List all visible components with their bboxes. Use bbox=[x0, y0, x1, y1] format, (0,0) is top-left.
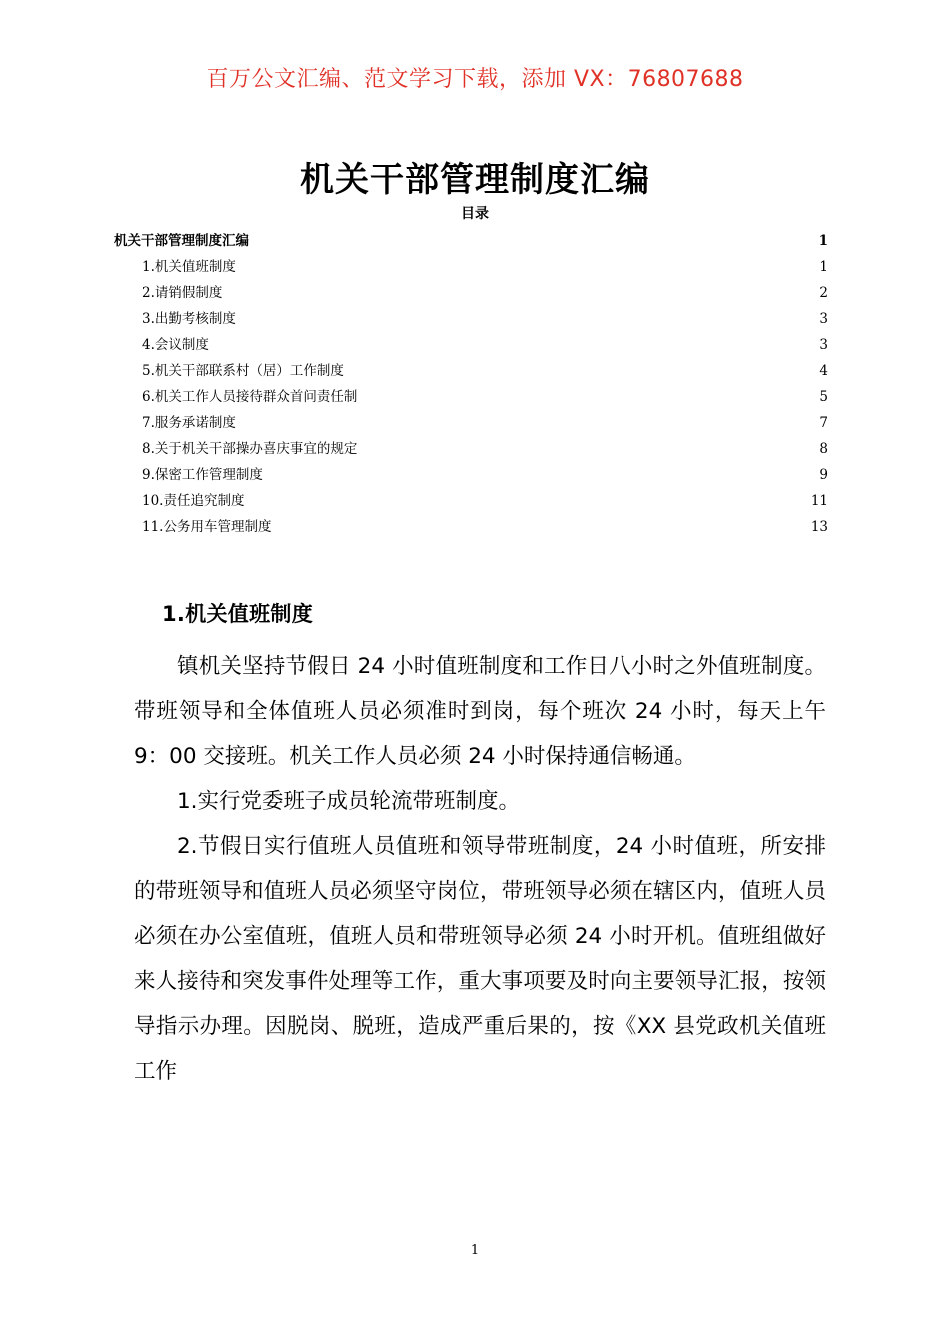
toc-entry-label: 11.公务用车管理制度 bbox=[142, 519, 272, 535]
toc-entry-label: 3.出勤考核制度 bbox=[142, 311, 236, 327]
toc-dot-leader bbox=[358, 388, 813, 402]
toc-entry[interactable] bbox=[142, 280, 828, 306]
toc-entry-page: 2 bbox=[819, 285, 828, 301]
toc-entry-page: 8 bbox=[819, 441, 828, 457]
toc-entry-page: 9 bbox=[819, 467, 828, 483]
page-title: 机关干部管理制度汇编 bbox=[300, 160, 650, 200]
toc-entry-page: 3 bbox=[819, 337, 828, 353]
document-body bbox=[134, 598, 826, 1094]
toc-entry[interactable] bbox=[142, 410, 828, 436]
toc-entry[interactable] bbox=[142, 384, 828, 410]
toc-entry-page: 11 bbox=[810, 493, 828, 509]
toc-entry-label: 10.责任追究制度 bbox=[142, 493, 245, 509]
toc-entry[interactable] bbox=[142, 358, 828, 384]
toc-dot-leader bbox=[250, 232, 813, 246]
toc-entry-label: 5.机关干部联系村（居）工作制度 bbox=[142, 363, 344, 379]
toc-dot-leader bbox=[245, 492, 809, 506]
toc-entry-page: 3 bbox=[819, 311, 828, 327]
toc-dot-leader bbox=[210, 336, 813, 350]
toc-entry[interactable] bbox=[142, 332, 828, 358]
toc-entry-label: 2.请销假制度 bbox=[142, 285, 223, 301]
toc-dot-leader bbox=[345, 362, 813, 376]
toc-dot-leader bbox=[272, 518, 809, 532]
toc-entry-label: 机关干部管理制度汇编 bbox=[114, 233, 249, 249]
toc-entry-page: 1 bbox=[819, 259, 828, 275]
toc-entry-label: 4.会议制度 bbox=[142, 337, 209, 353]
body-paragraph: 镇机关坚持节假日 24 小时值班制度和工作日八小时之外值班制度。带班领导和全体值班人员必须准时到岗，每个班次 24 小时，每天上午 9：00 交接班。机关工作人员必须 24 小时保持通信畅通。 bbox=[134, 654, 826, 769]
body-paragraph: 2.节假日实行值班人员值班和领导带班制度，24 小时值班，所安排的带班领导和值班人员必须坚守岗位，带班领导必须在辖区内，值班人员必须在办公室值班，值班人员和带班领导必须 24 小时开机。值班组做好来人接待和突发事件处理等工作，重大事项要及时向主要领导汇报，按领导指示办理。因脱岗、脱班，造成严重后果的，按《XX 县党政机关值班工作 bbox=[134, 834, 826, 1084]
toc-entry-label: 6.机关工作人员接待群众首问责任制 bbox=[142, 389, 358, 405]
toc-dot-leader bbox=[264, 466, 813, 480]
toc-entry[interactable] bbox=[142, 514, 828, 540]
toc-entry-page: 1 bbox=[818, 233, 828, 249]
toc-entry-label: 9.保密工作管理制度 bbox=[142, 467, 263, 483]
toc-dot-leader bbox=[237, 414, 813, 428]
section-heading: 1.机关值班制度 bbox=[162, 602, 313, 626]
toc-entry-label: 8.关于机关干部操办喜庆事宜的规定 bbox=[142, 441, 358, 457]
body-paragraph: 1.实行党委班子成员轮流带班制度。 bbox=[177, 789, 521, 814]
toc-entry[interactable] bbox=[142, 254, 828, 280]
toc-entry[interactable] bbox=[142, 488, 828, 514]
toc-entry-page: 13 bbox=[810, 519, 828, 535]
toc-dot-leader bbox=[237, 258, 813, 272]
toc-entry[interactable] bbox=[114, 228, 828, 254]
toc-caption: 目录 bbox=[461, 206, 489, 222]
toc-entry-page: 5 bbox=[819, 389, 828, 405]
toc-entry[interactable] bbox=[142, 436, 828, 462]
toc-entry-label: 1.机关值班制度 bbox=[142, 259, 236, 275]
toc-entry-page: 7 bbox=[819, 415, 828, 431]
toc-entry[interactable] bbox=[142, 306, 828, 332]
toc-dot-leader bbox=[237, 310, 813, 324]
toc-entry[interactable] bbox=[142, 462, 828, 488]
toc-dot-leader bbox=[223, 284, 813, 298]
toc-entry-page: 4 bbox=[819, 363, 828, 379]
table-of-contents bbox=[114, 228, 828, 540]
footer-page-number: 1 bbox=[470, 1243, 480, 1258]
toc-dot-leader bbox=[358, 440, 813, 454]
promo-banner-text: 百万公文汇编、范文学习下载，添加 VX：76807688 bbox=[206, 67, 744, 92]
toc-entry-label: 7.服务承诺制度 bbox=[142, 415, 236, 431]
